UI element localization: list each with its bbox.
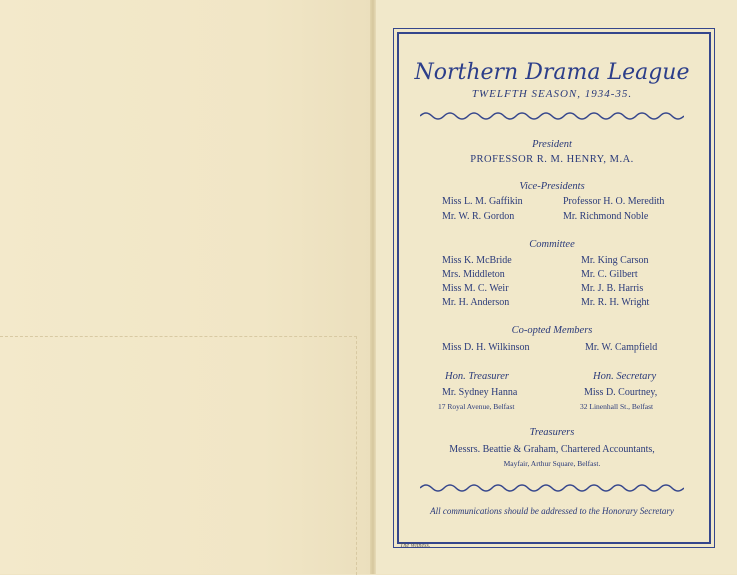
vice-president-left-2: Mr. W. R. Gordon <box>442 211 515 222</box>
programme-content <box>405 38 699 534</box>
committee-right-2: Mr. C. Gilbert <box>581 269 638 280</box>
secretary-name: Miss D. Courtney, <box>584 387 658 398</box>
treasurer-name: Mr. Sydney Hanna <box>442 387 518 398</box>
committee-right-4: Mr. R. H. Wright <box>581 297 650 308</box>
secretary-heading: Hon. Secretary <box>593 371 657 382</box>
flourish-ornament-top <box>420 110 684 122</box>
coopted-left: Miss D. H. Wilkinson <box>442 342 530 353</box>
committee-right-1: Mr. King Carson <box>581 255 649 266</box>
committee-right-3: Mr. J. B. Harris <box>581 283 644 294</box>
treasurer-address: 17 Royal Avenue, Belfast <box>438 402 515 411</box>
committee-left-2: Mrs. Middleton <box>442 269 505 280</box>
season-line: TWELFTH SEASON, 1934-35. <box>471 88 633 100</box>
coopted-heading: Co-opted Members <box>511 325 593 336</box>
president-heading: President <box>532 139 572 150</box>
secretary-address: 32 Linenhall St., Belfast <box>580 402 654 411</box>
footer-note: All communications should be addressed to the Honorary Secretary <box>430 506 674 516</box>
committee-left-3: Miss M. C. Weir <box>442 283 509 294</box>
coopted-right: Mr. W. Campfield <box>585 342 658 353</box>
committee-left-1: Miss K. McBride <box>442 255 512 266</box>
committee-left-4: Mr. H. Anderson <box>442 297 510 308</box>
vice-president-right-1: Professor H. O. Meredith <box>563 196 665 207</box>
president-name: PROFESSOR R. M. HENRY, M.A. <box>470 154 634 165</box>
vice-president-right-2: Mr. Richmond Noble <box>563 211 649 222</box>
vice-presidents-heading: Vice-Presidents <box>519 181 585 192</box>
committee-heading: Committee <box>529 239 575 250</box>
page-title: Northern Drama League <box>414 60 690 85</box>
flourish-ornament-bottom <box>420 482 684 494</box>
treasurer-heading: Hon. Treasurer <box>445 371 509 382</box>
treasurers-heading: Treasurers <box>529 427 575 438</box>
vice-president-left-1: Miss L. M. Gaffikin <box>442 196 523 207</box>
pocket-flap <box>0 336 357 575</box>
treasurers-address: Mayfair, Arthur Square, Belfast. <box>503 459 601 468</box>
treasurers-name: Messrs. Beattie & Graham, Chartered Accountants, <box>449 444 655 455</box>
credit-line: The Witness. <box>400 543 431 549</box>
